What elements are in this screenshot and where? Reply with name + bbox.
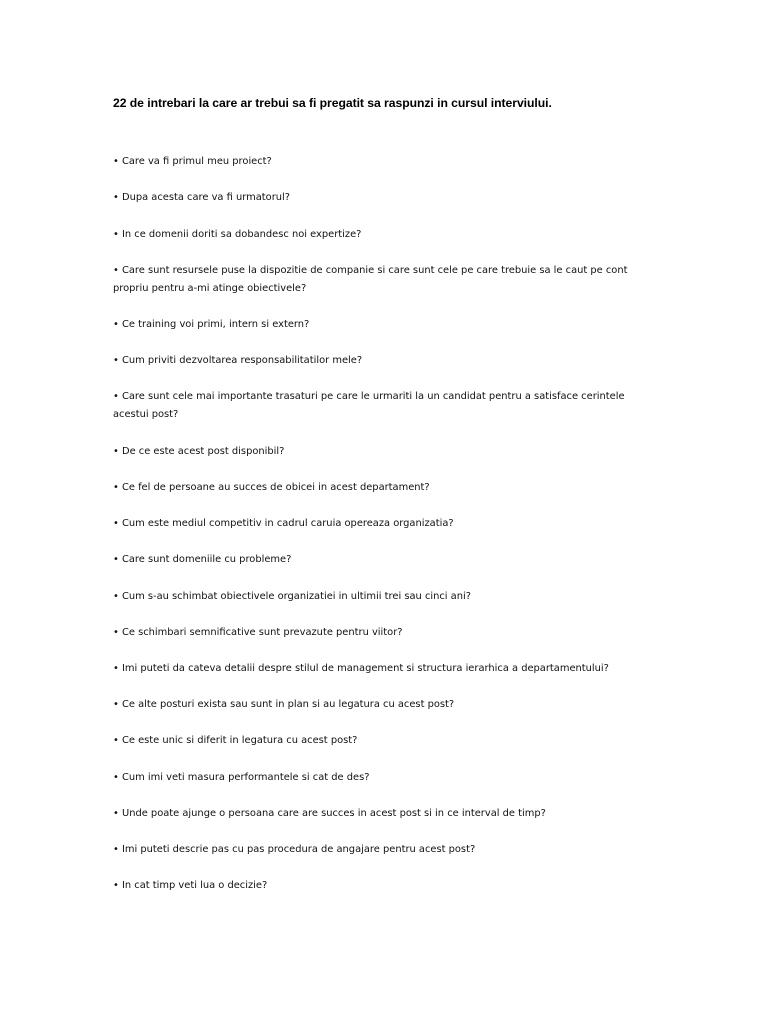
question-item: • Dupa acesta care va fi urmatorul? <box>113 192 291 203</box>
question-item: • Care sunt cele mai importante trasaturi pe care le urmariti la un candidat pentru a satisface cerintele acestui post? <box>113 391 625 420</box>
question-item: • Imi puteti da cateva detalii despre stilul de management si structura ierarhica a departamentului? <box>113 663 609 674</box>
document-title: 22 de intrebari la care ar trebui sa fi pregatit sa raspunzi in cursul interviului. <box>113 96 552 110</box>
question-item: • Ce training voi primi, intern si extern? <box>113 319 310 330</box>
question-item: • In ce domenii doriti sa dobandesc noi expertize? <box>113 229 362 240</box>
question-item: • Ce fel de persoane au succes de obicei in acest departament? <box>113 482 430 493</box>
question-item: • Ce este unic si diferit in legatura cu acest post? <box>113 735 358 746</box>
question-item: • Cum priviti dezvoltarea responsabilitatilor mele? <box>113 355 363 366</box>
question-item: • Care sunt domeniile cu probleme? <box>113 554 292 565</box>
question-item: • Care sunt resursele puse la dispozitie de companie si care sunt cele pe care trebuie sa le caut pe cont propriu pentru a-mi atinge obiectivele? <box>113 265 628 294</box>
question-item: • Imi puteti descrie pas cu pas procedura de angajare pentru acest post? <box>113 844 476 855</box>
question-item: • Cum imi veti masura performantele si cat de des? <box>113 772 370 783</box>
question-item: • Ce schimbari semnificative sunt prevazute pentru viitor? <box>113 627 403 638</box>
question-item: • In cat timp veti lua o decizie? <box>113 880 268 891</box>
question-item: • De ce este acest post disponibil? <box>113 446 285 457</box>
question-item: • Ce alte posturi exista sau sunt in plan si au legatura cu acest post? <box>113 699 455 710</box>
question-item: • Cum s-au schimbat obiectivele organizatiei in ultimii trei sau cinci ani? <box>113 591 471 602</box>
question-item: • Cum este mediul competitiv in cadrul caruia opereaza organizatia? <box>113 518 454 529</box>
question-item: • Unde poate ajunge o persoana care are succes in acest post si in ce interval de timp? <box>113 808 546 819</box>
question-item: • Care va fi primul meu proiect? <box>113 156 272 167</box>
